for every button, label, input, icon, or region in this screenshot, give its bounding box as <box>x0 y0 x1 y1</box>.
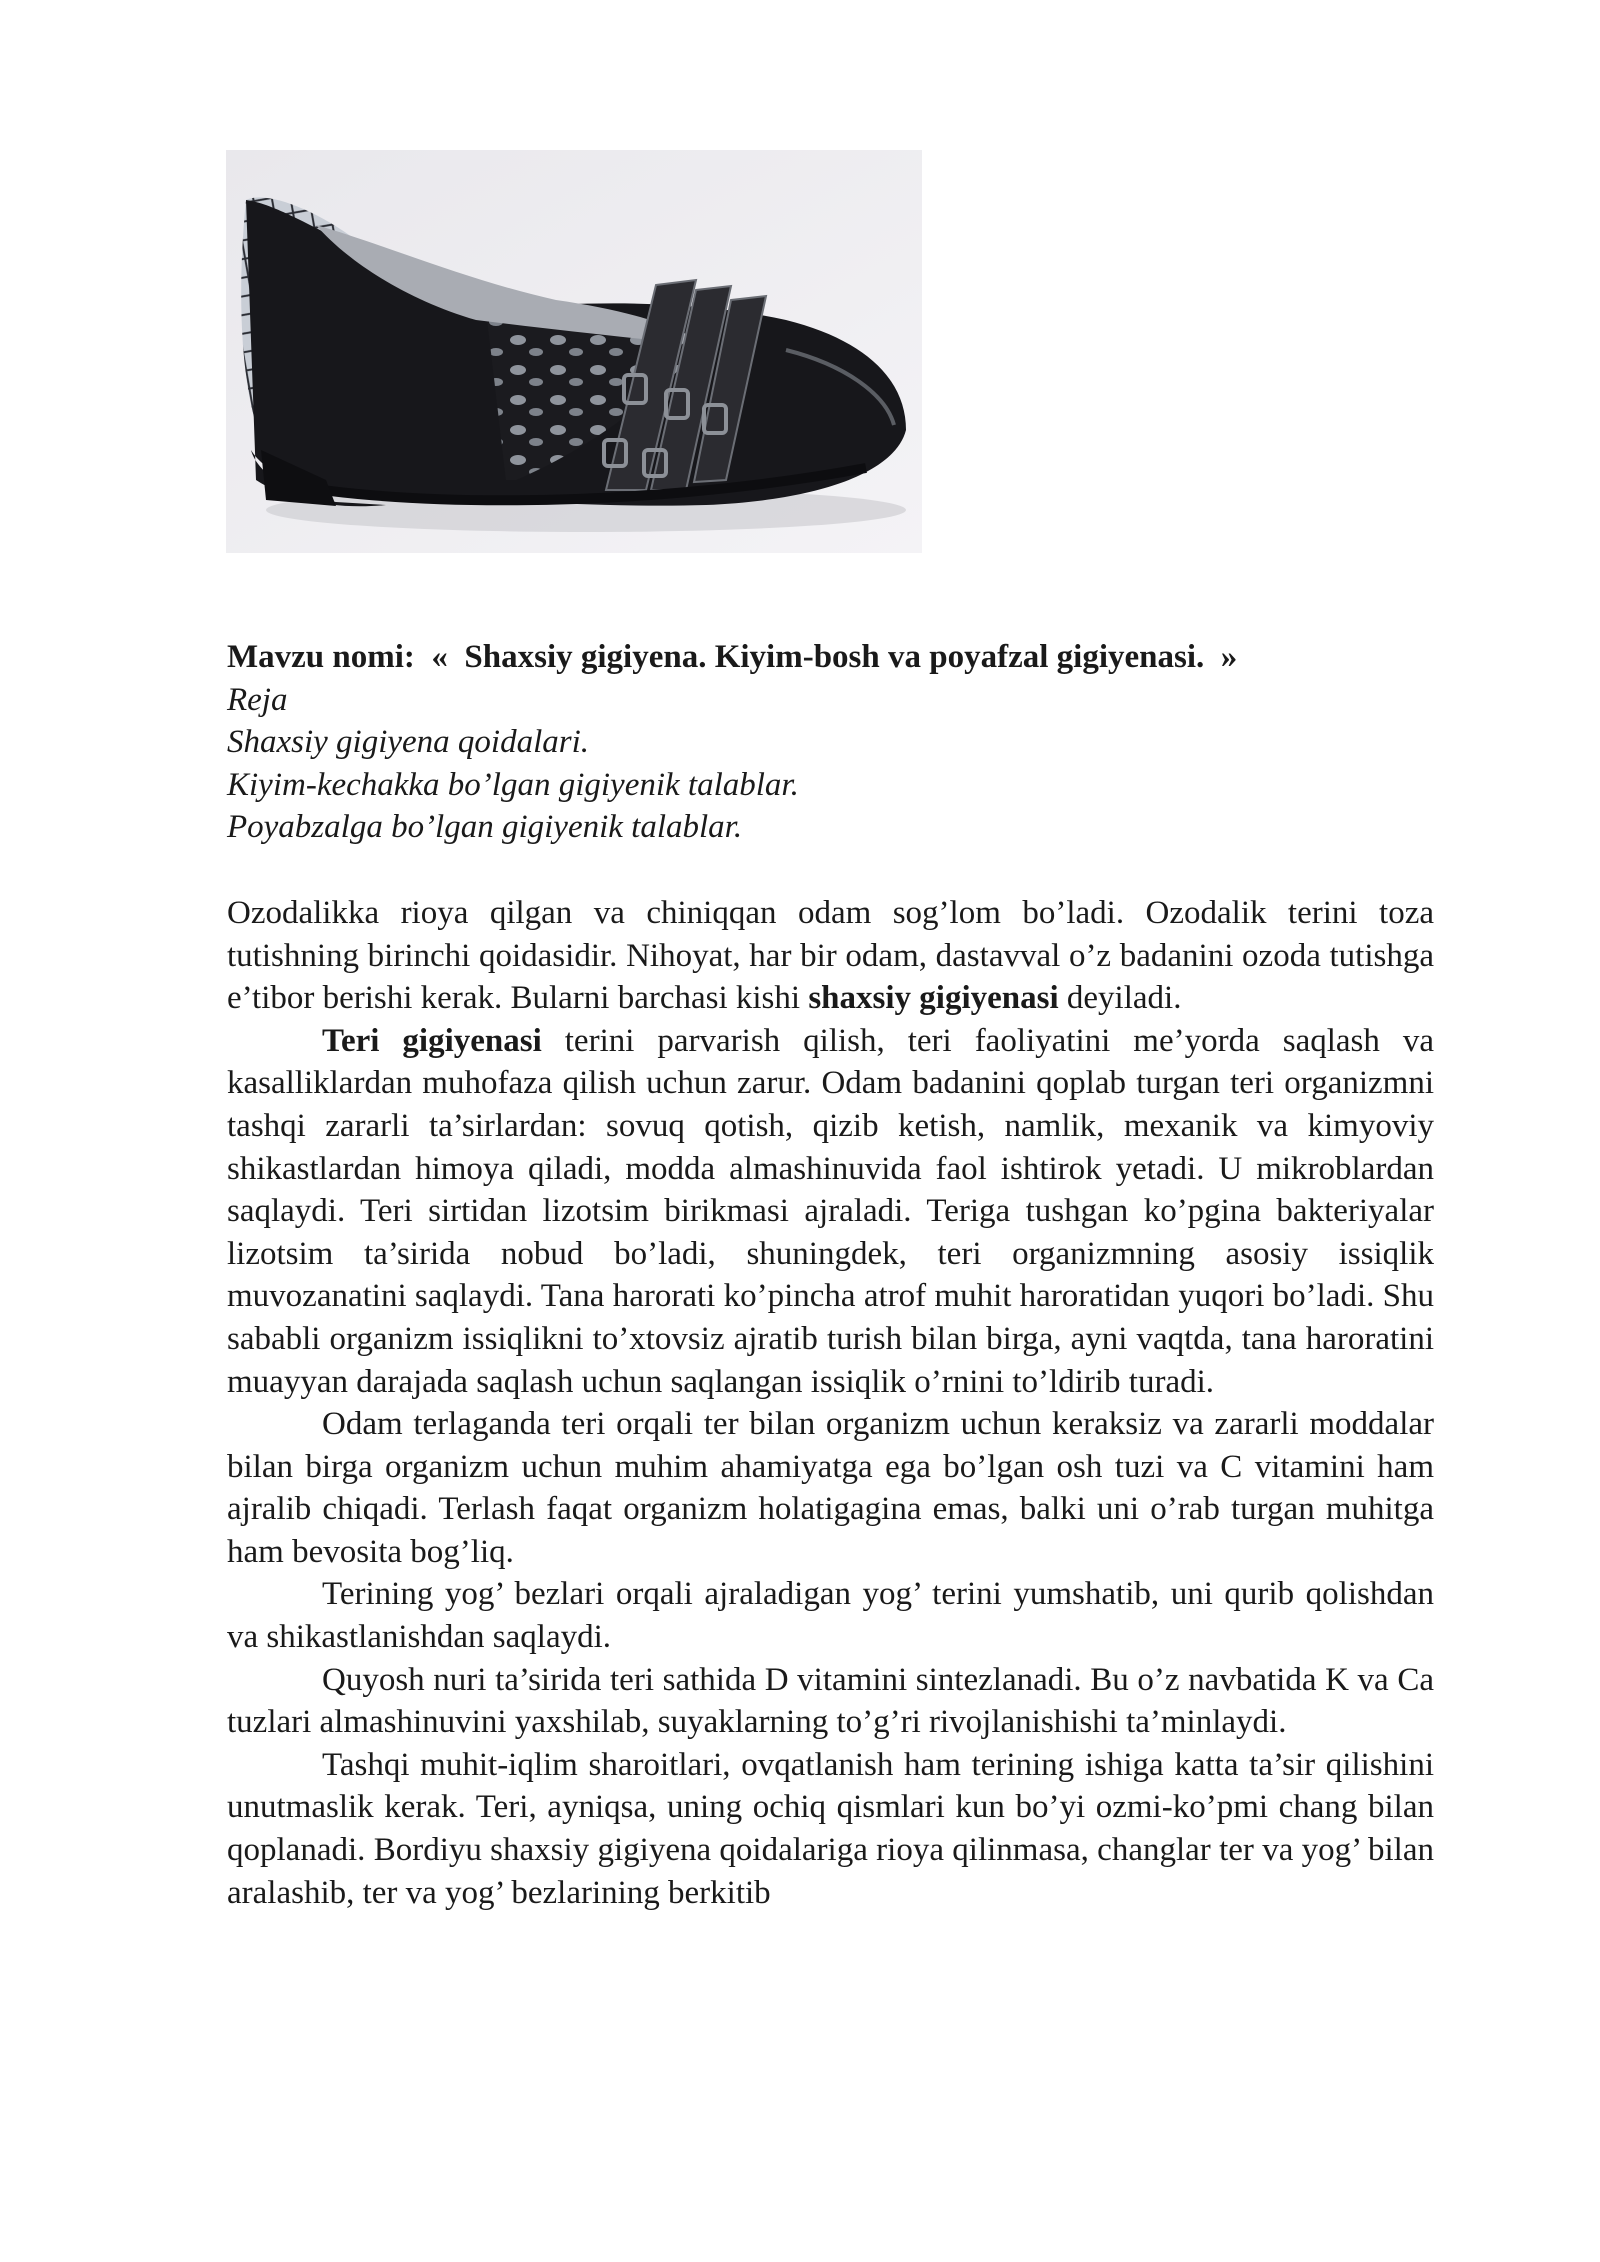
plan-item: Poyabzalga bo’lgan gigiyenik talablar. <box>227 809 743 846</box>
plan-item: Kiyim-kechakka bo’lgan gigiyenik talablar. <box>227 766 799 803</box>
paragraph-2-text: terini parvarish qilish, teri faoliyatini me’yorda saqlash va kasalliklardan muhofaza qilish uchun zarur. Odam badanini qoplab turgan teri organizmni tashqi zararli ta’sirlardan: sovuq qotish, qizib ketish, namlik, mexanik va kimyoviy shikastlardan himoya qiladi, modda almashinuvida faol ishtirok yetadi. U mikroblardan saqlaydi. Teri sirtidan lizotsim birikmasi ajraladi. Teriga tushgan ko’pgina bakteriyalar lizotsim ta’sirida nobud bo’ladi, shuningdek, teri organizmning asosiy issiqlik muvozanatini saqlaydi. Tana harorati ko’pincha atrof muhit haroratidan yuqori bo’ladi. Shu sababli organizm issiqlikni to’xtovsiz ajratib turish bilan birga, ayni vaqtda, tana haroratini muayyan darajada saqlash uchun saqlangan issiqlik o’rnini to’ldirib turadi. <box>227 1022 1434 1400</box>
paragraph-1-end: deyiladi. <box>1058 980 1182 1017</box>
topic-text: Shaxsiy gigiyena. Kiyim-bosh va poyafzal gigiyenasi. <box>464 639 1205 675</box>
shoe-illustration <box>226 150 922 553</box>
topic-label: Mavzu nomi: <box>227 639 415 675</box>
plan-heading: Reja <box>227 681 288 718</box>
paragraph-2-bold: Teri gigiyenasi <box>322 1022 542 1059</box>
close-quote: » <box>1220 639 1238 675</box>
paragraph-5: Quyosh nuri ta’sirida teri sathida D vitamini sintezlanadi. Bu o’z navbatida K va Ca tuzlari almashinuvini yaxshilab, suyaklarning to’g’ri rivojlanishishi ta’minlaydi. <box>227 1661 1434 1741</box>
paragraph-6: Tashqi muhit-iqlim sharoitlari, ovqatlanish ham terining ishiga katta ta’sir qilishini unutmaslik kerak. Teri, ayniqsa, uning ochiq qismlari kun bo’yi ozmi-ko’pmi chang bilan qoplanadi. Bordiyu shaxsiy gigiyena qoidalariga rioya qilinmasa, changlar ter va yog’ bilan aralashib, ter va yog’ bezlarining berkitib <box>227 1746 1434 1911</box>
topic-title <box>227 636 1434 679</box>
paragraph-3: Odam terlaganda teri orqali ter bilan organizm uchun keraksiz va zararli moddalar bilan birga organizm uchun muhim ahamiyatga ega bo’lgan osh tuzi va C vitamini ham ajralib chiqadi. Terlash faqat organizm holatigagina emas, balki uni o’rab turgan muhitga ham bevosita bog’liq. <box>227 1406 1434 1570</box>
plan-item: Shaxsiy gigiyena qoidalari. <box>227 724 590 761</box>
paragraph-4: Terining yog’ bezlari orqali ajraladigan yog’ terini yumshatib, uni qurib qolishdan va shikastlanishdan saqlaydi. <box>227 1576 1434 1656</box>
paragraph-1-text: Ozodalikka rioya qilgan va chiniqqan odam sog’lom bo’ladi. Ozodalik terini toza tutishning birinchi qoidasidir. Nihoyat, har bir odam, dastavval o’z badanini ozoda tutishga e’tibor berishi kerak. Bularni barchasi kishi <box>227 894 1434 1017</box>
shoe-photo <box>226 150 922 553</box>
paragraph-1-bold: shaxsiy gigiyenasi <box>808 980 1059 1017</box>
paragraph-1 <box>227 892 1434 1020</box>
document-text <box>227 636 1434 1914</box>
paragraph-2 <box>227 1020 1434 1403</box>
spacer <box>227 849 1434 892</box>
open-quote: « <box>431 639 448 675</box>
